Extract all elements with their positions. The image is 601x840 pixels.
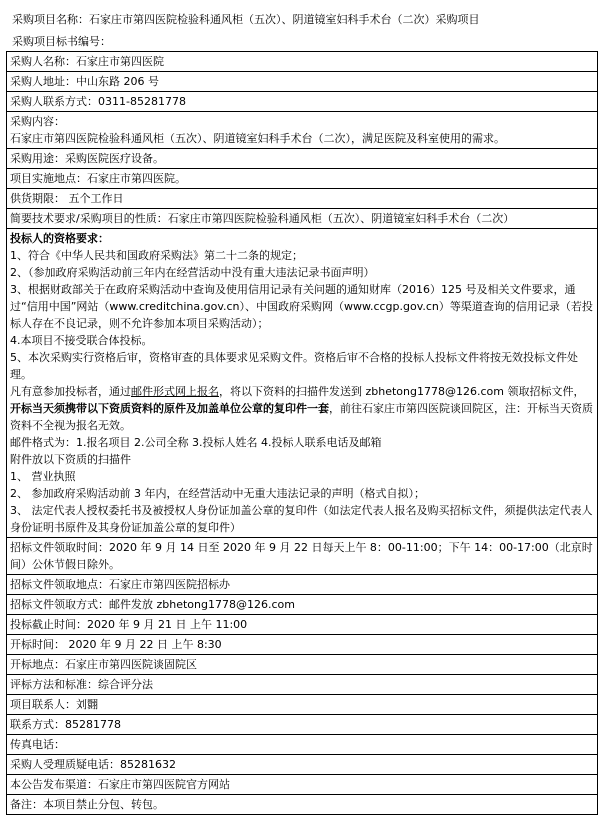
qualification-5: 5、本次采购实行资格后审，资格审查的具体要求见采购文件。资格后审不合格的投标人投标文件将按无效投标文件处理。 [10, 351, 578, 381]
tech-requirements: 简要技术要求/采购项目的性质：石家庄市第四医院检验科通风柜（五次）、阴道镜室妇科手术台（二次） [10, 212, 515, 225]
document-time: 招标文件领取时间：2020 年 9 月 14 日至 2020 年 9 月 22 日每天上午 8：00-11:00；下午 14：00-17:00（北京时间）公休节假日除外。 [10, 541, 593, 571]
purchaser-contact-cell [7, 92, 598, 112]
purchaser-name-cell [7, 52, 598, 72]
remark-cell [7, 795, 598, 815]
registration-text-c: ，前往石家庄市第四医院谈回院区，注：开标当天资质资料不全视为报名无效。 [10, 402, 593, 432]
registration-paragraph [10, 383, 594, 434]
registration-text-b: ，将以下资料的扫描件发送到 zbhetong1778@126.com 领取招标文件， [219, 385, 585, 398]
contact-phone-cell [7, 715, 598, 735]
qualification-cell [7, 229, 598, 538]
registration-link[interactable]: 邮件形式网上报名 [131, 385, 219, 398]
fax-cell [7, 735, 598, 755]
purchaser-address-cell [7, 72, 598, 92]
doc-time-cell [7, 538, 598, 575]
remark: 备注：本项目禁止分包、转包。 [10, 798, 164, 811]
qualification-title: 投标人的资格要求： [10, 232, 109, 245]
bid-deadline: 投标截止时间：2020 年 9 月 21 日 上午 11:00 [10, 618, 248, 631]
doc-place-cell [7, 575, 598, 595]
contact-person-cell [7, 695, 598, 715]
evaluation-cell [7, 675, 598, 695]
content-cell [7, 112, 598, 149]
document-method: 招标文件领取方式：邮件发放 zbhetong1778@126.com [10, 598, 295, 611]
document-place: 招标文件领取地点：石家庄市第四医院招标办 [10, 578, 230, 591]
purchaser-address: 采购人地址：中山东路 206 号 [10, 75, 159, 88]
publish-channel: 本公告发布渠道：石家庄市第四医院官方网站 [10, 778, 230, 791]
deadline-cell [7, 615, 598, 635]
qualification-4: 4.本项目不接受联合体投标。 [10, 334, 153, 347]
location-cell [7, 169, 598, 189]
evaluation-method: 评标方法和标准：综合评分法 [10, 678, 153, 691]
complaint-cell [7, 755, 598, 775]
delivery-cell [7, 189, 598, 209]
location: 项目实施地点：石家庄市第四医院。 [10, 172, 186, 185]
qualification-2: 2、（参加政府采购活动前三年内在经营活动中没有重大违法记录书面声明） [10, 266, 375, 279]
qualification-1: 1、符合《中华人民共和国政府采购法》第二十二条的规定； [10, 249, 303, 262]
complaint-phone: 采购人受理质疑电话：85281632 [10, 758, 176, 771]
purchaser-name: 采购人名称：石家庄市第四医院 [10, 55, 164, 68]
usage-cell [7, 149, 598, 169]
qualification-3: 3、根据财政部关于在政府采购活动中查询及使用信用记录有关问题的通知财库（2016）125 号及相关文件要求，通过“信用中国”网站（www.creditchina.gov.cn）、中国政府采购网（www.ccgp.gov.cn）等渠道查询的信用记录（若投标人存在不良记录，则不允许参加本项目采购活动）； [10, 283, 593, 330]
project-name-line: 采购项目名称：石家庄市第四医院检验科通风柜（五次）、阴道镜室妇科手术台（二次）采购项目 [12, 13, 480, 26]
content-text: 石家庄市第四医院检验科通风柜（五次）、阴道镜室妇科手术台（二次），满足医院及科室使用的需求。 [10, 132, 505, 145]
doc-method-cell [7, 595, 598, 615]
attachment-2: 2、 参加政府采购活动前 3 年内，在经营活动中无重大违法记录的声明（格式自拟）； [10, 487, 425, 500]
notice-table [6, 51, 598, 815]
project-code-line: 采购项目标书编号： [12, 35, 111, 48]
channel-cell [7, 775, 598, 795]
registration-text-a: 凡有意参加投标者，通过 [10, 385, 131, 398]
delivery: 供货期限： 五个工作日 [10, 192, 124, 205]
mail-format: 邮件格式为：1.报名项目 2.公司全称 3.投标人姓名 4.投标人联系电话及邮箱 [10, 436, 382, 449]
tech-cell [7, 209, 598, 229]
opening-time: 开标时间： 2020 年 9 月 22 日 上午 8:30 [10, 638, 222, 651]
content-label: 采购内容： [10, 115, 65, 128]
attachment-3: 3、 法定代表人授权委托书及被授权人身份证加盖公章的复印件（如法定代表人报名及购买招标文件，须提供法定代表人身份证明书原件及其身份证加盖公章的复印件） [10, 504, 593, 534]
purchaser-contact: 采购人联系方式：0311-85281778 [10, 95, 186, 108]
opening-place: 开标地点：石家庄市第四医院谈固院区 [10, 658, 197, 671]
contact-person: 项目联系人：刘翾 [10, 698, 98, 711]
usage: 采购用途：采购医院医疗设备。 [10, 152, 164, 165]
attachment-intro: 附件放以下资质的扫描件 [10, 453, 131, 466]
attachment-1: 1、 营业执照 [10, 470, 76, 483]
open-place-cell [7, 655, 598, 675]
registration-bold: 开标当天须携带以下资质资料的原件及加盖单位公章的复印件一套 [10, 402, 329, 415]
contact-phone: 联系方式：85281778 [10, 718, 121, 731]
fax: 传真电话： [10, 738, 65, 751]
open-time-cell [7, 635, 598, 655]
